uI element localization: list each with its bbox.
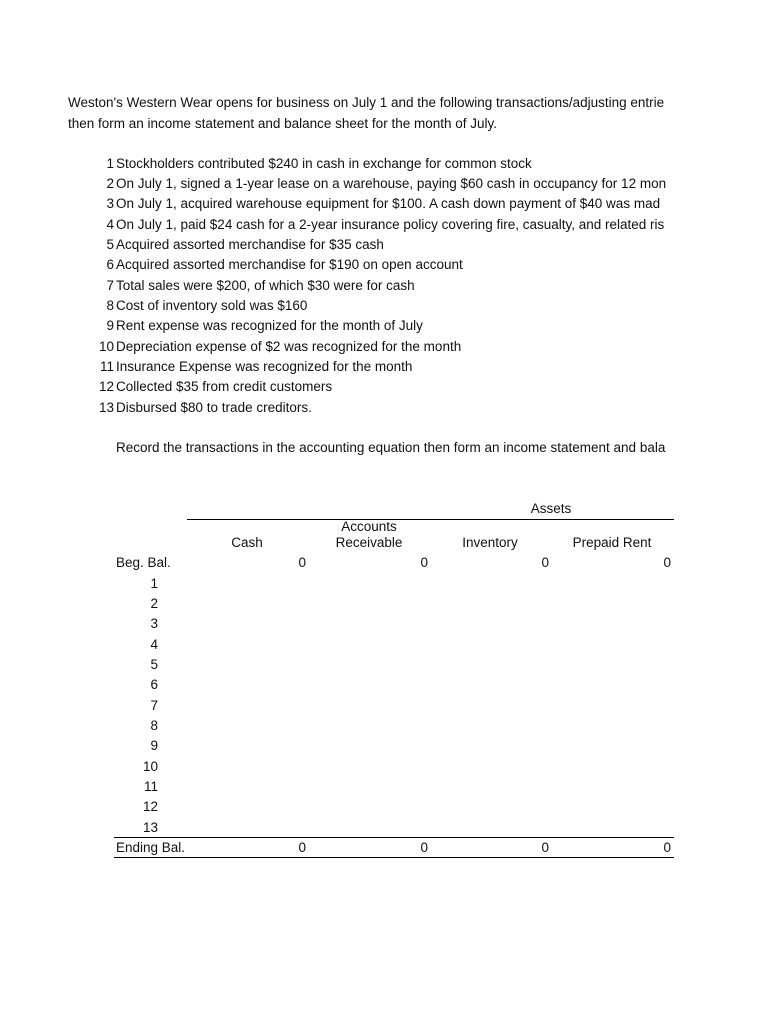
table-row-number: 9 [150,738,158,753]
transaction-number: 5 [106,237,114,252]
transaction-number: 1 [106,156,114,171]
transaction-text: On July 1, signed a 1-year lease on a warehouse, paying $60 cash in occupancy for 12 mon [116,176,667,191]
table-row-number: 7 [150,698,158,713]
transaction-text: Acquired assorted merchandise for $35 cash [116,237,384,252]
transaction-text: Stockholders contributed $240 in cash in exchange for common stock [116,156,532,171]
transaction-number: 13 [98,400,114,415]
transaction-text: Total sales were $200, of which $30 were for cash [116,278,415,293]
transaction-text: On July 1, acquired warehouse equipment for $100. A cash down payment of $40 was mad [116,196,661,211]
transaction-number: 3 [106,196,114,211]
column-header-accounts-receivable-line2: Receivable [335,535,403,550]
transaction-text: Acquired assorted merchandise for $190 on open account [116,257,463,272]
transaction-text: Insurance Expense was recognized for the month [116,359,413,374]
instruction-text: Record the transactions in the accounting equation then form an income statement and bala [116,440,666,455]
ending-balance-accounts-receivable: 0 [420,840,428,855]
column-header-inventory: Inventory [462,535,518,550]
beginning-balance-cash: 0 [298,555,306,570]
assets-header-rule [187,519,674,520]
ending-balance-label: Ending Bal. [116,840,186,855]
transaction-number: 12 [98,379,114,394]
table-row-number: 1 [150,576,158,591]
ending-balance-top-rule [114,837,674,838]
transaction-number: 4 [106,217,114,232]
beginning-balance-prepaid-rent: 0 [663,555,671,570]
ending-balance-inventory: 0 [541,840,549,855]
transaction-number: 2 [106,176,114,191]
ending-balance-prepaid-rent: 0 [663,840,671,855]
intro-line-2: then form an income statement and balance sheet for the month of July. [68,116,497,131]
intro-line-1: Weston's Western Wear opens for business on July 1 and the following transactions/adjusting entrie [68,95,665,110]
transaction-text: Depreciation expense of $2 was recognized for the month [116,339,462,354]
transaction-text: Disbursed $80 to trade creditors. [116,400,312,415]
transaction-text: Cost of inventory sold was $160 [116,298,308,313]
beginning-balance-accounts-receivable: 0 [420,555,428,570]
beginning-balance-inventory: 0 [541,555,549,570]
table-row-number: 6 [150,677,158,692]
column-header-accounts-receivable-line1: Accounts [341,519,397,534]
ending-balance-cash: 0 [298,840,306,855]
table-row-number: 4 [150,637,158,652]
transaction-text: Collected $35 from credit customers [116,379,333,394]
transaction-text: Rent expense was recognized for the month of July [116,318,423,333]
transaction-number: 8 [106,298,114,313]
table-row-number: 12 [142,799,158,814]
table-row-number: 10 [142,759,158,774]
transaction-number: 9 [106,318,114,333]
transaction-number: 6 [106,257,114,272]
table-row-number: 5 [150,657,158,672]
table-row-number: 13 [142,820,158,835]
beginning-balance-label: Beg. Bal. [116,555,171,570]
transaction-number: 7 [106,278,114,293]
table-row-number: 11 [143,779,158,794]
column-header-cash: Cash [231,535,263,550]
ending-balance-bottom-rule [114,857,674,858]
transaction-number: 10 [98,339,114,354]
table-row-number: 2 [150,596,158,611]
assets-group-header: Assets [530,501,572,516]
table-row-number: 3 [150,616,158,631]
table-row-number: 8 [150,718,158,733]
column-header-prepaid-rent: Prepaid Rent [572,535,652,550]
transaction-number: 11 [99,359,114,374]
transaction-text: On July 1, paid $24 cash for a 2-year insurance policy covering fire, casualty, and related ris [116,217,665,232]
